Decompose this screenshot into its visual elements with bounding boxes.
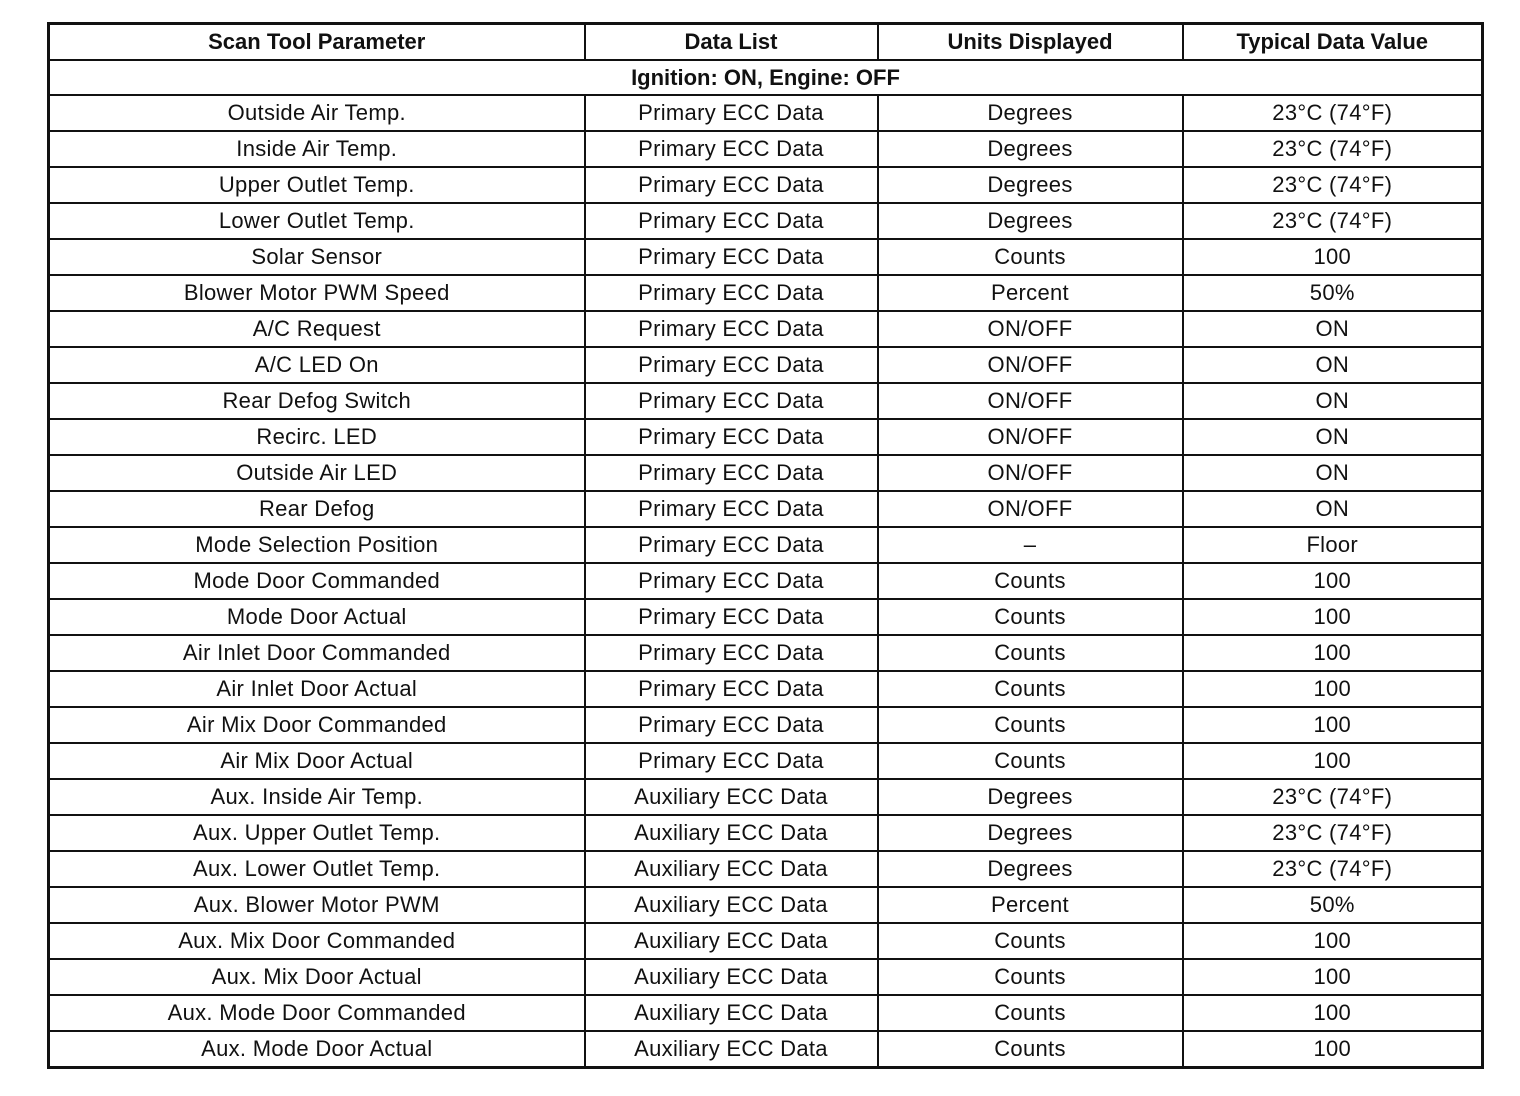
cell-typical-value: 100 <box>1183 743 1483 779</box>
cell-data-list: Primary ECC Data <box>585 383 878 419</box>
cell-parameter: Air Mix Door Commanded <box>49 707 585 743</box>
table-row <box>49 131 1483 167</box>
table-row <box>49 347 1483 383</box>
cell-typical-value: 100 <box>1183 239 1483 275</box>
table-row <box>49 707 1483 743</box>
table-row <box>49 167 1483 203</box>
cell-parameter: Rear Defog Switch <box>49 383 585 419</box>
cell-parameter: Outside Air Temp. <box>49 95 585 131</box>
cell-typical-value: 50% <box>1183 887 1483 923</box>
cell-data-list: Auxiliary ECC Data <box>585 887 878 923</box>
scan-tool-data-table <box>47 22 1484 1069</box>
cell-typical-value: 23°C (74°F) <box>1183 203 1483 239</box>
cell-typical-value: 50% <box>1183 275 1483 311</box>
table-row <box>49 527 1483 563</box>
cell-parameter: Outside Air LED <box>49 455 585 491</box>
table-row <box>49 275 1483 311</box>
cell-units: Degrees <box>878 95 1183 131</box>
table-row <box>49 743 1483 779</box>
cell-units: Percent <box>878 275 1183 311</box>
cell-data-list: Primary ECC Data <box>585 167 878 203</box>
cell-parameter: A/C Request <box>49 311 585 347</box>
table-row <box>49 995 1483 1031</box>
cell-data-list: Primary ECC Data <box>585 527 878 563</box>
cell-parameter: Aux. Inside Air Temp. <box>49 779 585 815</box>
table-row <box>49 1031 1483 1068</box>
cell-units: ON/OFF <box>878 455 1183 491</box>
cell-parameter: Aux. Blower Motor PWM <box>49 887 585 923</box>
cell-units: Counts <box>878 1031 1183 1068</box>
cell-parameter: Aux. Mix Door Actual <box>49 959 585 995</box>
cell-typical-value: 100 <box>1183 599 1483 635</box>
table-row <box>49 923 1483 959</box>
cell-typical-value: 100 <box>1183 923 1483 959</box>
table-row <box>49 419 1483 455</box>
cell-data-list: Primary ECC Data <box>585 635 878 671</box>
cell-units: Counts <box>878 707 1183 743</box>
table-row <box>49 959 1483 995</box>
cell-typical-value: ON <box>1183 491 1483 527</box>
cell-data-list: Primary ECC Data <box>585 239 878 275</box>
cell-parameter: Solar Sensor <box>49 239 585 275</box>
cell-typical-value: 100 <box>1183 707 1483 743</box>
cell-parameter: Aux. Mix Door Commanded <box>49 923 585 959</box>
cell-typical-value: ON <box>1183 419 1483 455</box>
cell-data-list: Primary ECC Data <box>585 491 878 527</box>
cell-units: ON/OFF <box>878 491 1183 527</box>
cell-units: Degrees <box>878 851 1183 887</box>
header-scan-tool-parameter: Scan Tool Parameter <box>49 24 585 61</box>
cell-typical-value: 23°C (74°F) <box>1183 851 1483 887</box>
cell-units: Counts <box>878 923 1183 959</box>
table-row <box>49 491 1483 527</box>
cell-data-list: Auxiliary ECC Data <box>585 1031 878 1068</box>
cell-data-list: Primary ECC Data <box>585 419 878 455</box>
cell-data-list: Auxiliary ECC Data <box>585 995 878 1031</box>
cell-units: Counts <box>878 239 1183 275</box>
cell-units: Counts <box>878 995 1183 1031</box>
cell-parameter: Mode Door Actual <box>49 599 585 635</box>
cell-parameter: Mode Door Commanded <box>49 563 585 599</box>
cell-data-list: Primary ECC Data <box>585 95 878 131</box>
cell-parameter: Blower Motor PWM Speed <box>49 275 585 311</box>
header-typical-data-value: Typical Data Value <box>1183 24 1483 61</box>
cell-units: ON/OFF <box>878 383 1183 419</box>
cell-typical-value: 100 <box>1183 959 1483 995</box>
table-body <box>49 60 1483 1068</box>
header-row <box>49 24 1483 61</box>
cell-units: ON/OFF <box>878 347 1183 383</box>
cell-typical-value: 23°C (74°F) <box>1183 815 1483 851</box>
cell-units: Counts <box>878 563 1183 599</box>
cell-data-list: Primary ECC Data <box>585 275 878 311</box>
section-row <box>49 60 1483 95</box>
cell-typical-value: ON <box>1183 347 1483 383</box>
cell-typical-value: ON <box>1183 383 1483 419</box>
cell-units: Degrees <box>878 815 1183 851</box>
cell-data-list: Auxiliary ECC Data <box>585 959 878 995</box>
cell-typical-value: 23°C (74°F) <box>1183 131 1483 167</box>
cell-units: Counts <box>878 743 1183 779</box>
cell-parameter: Aux. Mode Door Actual <box>49 1031 585 1068</box>
cell-data-list: Auxiliary ECC Data <box>585 851 878 887</box>
cell-parameter: Mode Selection Position <box>49 527 585 563</box>
cell-parameter: Aux. Mode Door Commanded <box>49 995 585 1031</box>
cell-units: Counts <box>878 599 1183 635</box>
cell-parameter: Air Inlet Door Commanded <box>49 635 585 671</box>
cell-data-list: Primary ECC Data <box>585 203 878 239</box>
cell-data-list: Auxiliary ECC Data <box>585 779 878 815</box>
table-row <box>49 383 1483 419</box>
cell-units: Counts <box>878 959 1183 995</box>
cell-data-list: Primary ECC Data <box>585 671 878 707</box>
table-row <box>49 203 1483 239</box>
cell-units: Percent <box>878 887 1183 923</box>
cell-data-list: Auxiliary ECC Data <box>585 923 878 959</box>
cell-data-list: Primary ECC Data <box>585 599 878 635</box>
cell-data-list: Primary ECC Data <box>585 743 878 779</box>
cell-units: Degrees <box>878 779 1183 815</box>
table-row <box>49 563 1483 599</box>
cell-data-list: Primary ECC Data <box>585 131 878 167</box>
cell-typical-value: 23°C (74°F) <box>1183 167 1483 203</box>
cell-units: Counts <box>878 671 1183 707</box>
table-row <box>49 311 1483 347</box>
cell-typical-value: 100 <box>1183 1031 1483 1068</box>
cell-units: Degrees <box>878 167 1183 203</box>
header-data-list: Data List <box>585 24 878 61</box>
table-row <box>49 599 1483 635</box>
table-row <box>49 815 1483 851</box>
cell-parameter: Air Mix Door Actual <box>49 743 585 779</box>
cell-parameter: Air Inlet Door Actual <box>49 671 585 707</box>
table-row <box>49 671 1483 707</box>
cell-data-list: Primary ECC Data <box>585 707 878 743</box>
cell-typical-value: 23°C (74°F) <box>1183 95 1483 131</box>
cell-typical-value: ON <box>1183 311 1483 347</box>
cell-units: Counts <box>878 635 1183 671</box>
table-row <box>49 95 1483 131</box>
cell-data-list: Auxiliary ECC Data <box>585 815 878 851</box>
cell-units: – <box>878 527 1183 563</box>
table-row <box>49 779 1483 815</box>
cell-typical-value: 23°C (74°F) <box>1183 779 1483 815</box>
cell-parameter: Inside Air Temp. <box>49 131 585 167</box>
table-row <box>49 239 1483 275</box>
table-row <box>49 635 1483 671</box>
cell-data-list: Primary ECC Data <box>585 455 878 491</box>
cell-data-list: Primary ECC Data <box>585 563 878 599</box>
cell-units: ON/OFF <box>878 419 1183 455</box>
cell-parameter: Upper Outlet Temp. <box>49 167 585 203</box>
cell-typical-value: 100 <box>1183 563 1483 599</box>
cell-typical-value: 100 <box>1183 995 1483 1031</box>
cell-parameter: Lower Outlet Temp. <box>49 203 585 239</box>
cell-typical-value: Floor <box>1183 527 1483 563</box>
cell-typical-value: 100 <box>1183 671 1483 707</box>
cell-typical-value: 100 <box>1183 635 1483 671</box>
cell-parameter: Aux. Lower Outlet Temp. <box>49 851 585 887</box>
cell-data-list: Primary ECC Data <box>585 311 878 347</box>
table-row <box>49 887 1483 923</box>
cell-parameter: A/C LED On <box>49 347 585 383</box>
table-row <box>49 455 1483 491</box>
cell-parameter: Recirc. LED <box>49 419 585 455</box>
cell-typical-value: ON <box>1183 455 1483 491</box>
cell-parameter: Aux. Upper Outlet Temp. <box>49 815 585 851</box>
cell-units: Degrees <box>878 203 1183 239</box>
cell-units: Degrees <box>878 131 1183 167</box>
cell-units: ON/OFF <box>878 311 1183 347</box>
header-units-displayed: Units Displayed <box>878 24 1183 61</box>
section-label: Ignition: ON, Engine: OFF <box>49 60 1483 95</box>
table-row <box>49 851 1483 887</box>
cell-parameter: Rear Defog <box>49 491 585 527</box>
cell-data-list: Primary ECC Data <box>585 347 878 383</box>
